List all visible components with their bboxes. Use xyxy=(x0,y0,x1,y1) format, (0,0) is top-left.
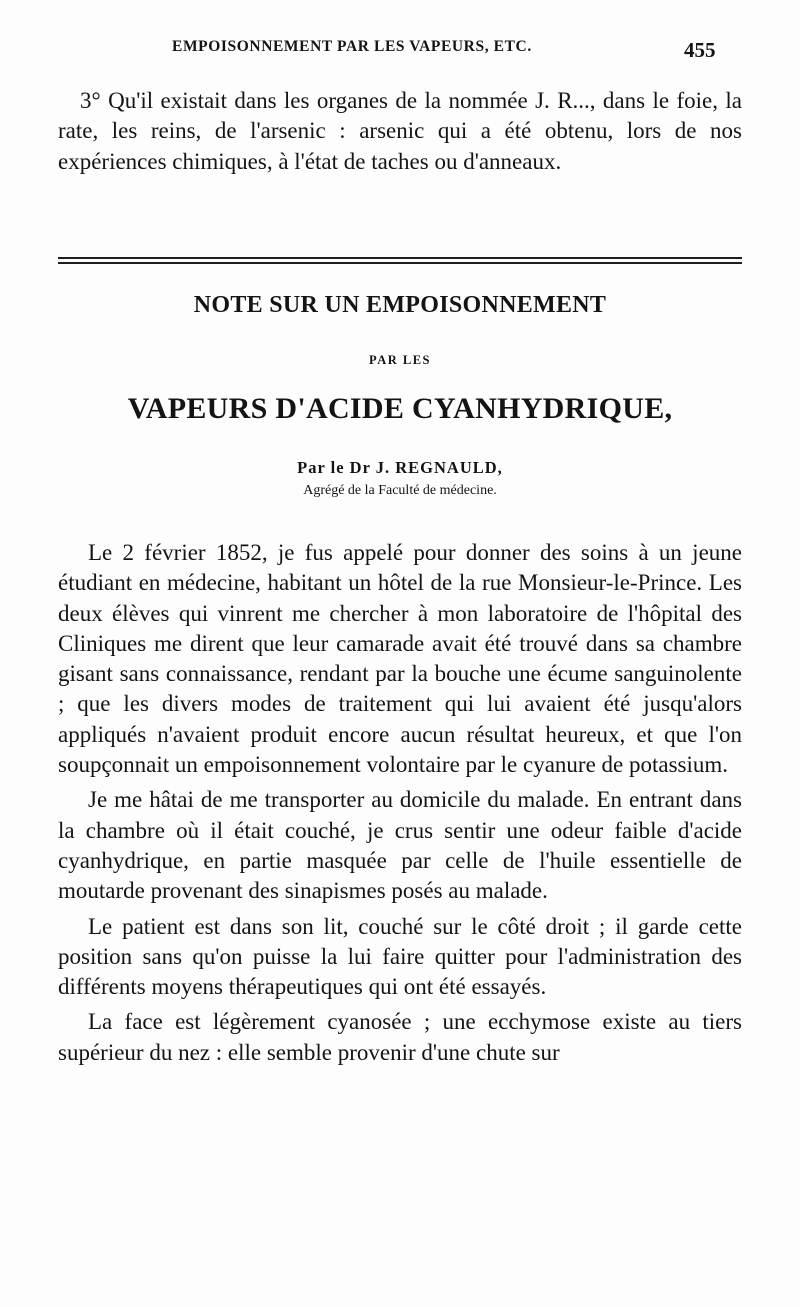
article-title-line-1: NOTE SUR UN EMPOISONNEMENT xyxy=(193,292,607,318)
body-paragraph: La face est légèrement cyanosée ; une ecchymose existe au tiers supérieur du nez : elle semble provenir d'une chute sur xyxy=(58,1009,742,1065)
article-title-line-2: VAPEURS D'ACIDE CYANHYDRIQUE, xyxy=(127,392,673,425)
continued-text xyxy=(58,86,742,177)
divider-rule-top xyxy=(58,257,742,259)
section-divider xyxy=(58,257,742,264)
continued-paragraph: 3° Qu'il existait dans les organes de la nommée J. R..., dans le foie, la rate, les reins, de l'arsenic : arsenic qui a été obtenu, lors de nos expériences chimiques, à l'état de taches ou d'anneaux. xyxy=(58,88,742,174)
body-paragraph: Je me hâtai de me transporter au domicile du malade. En entrant dans la chambre où il était couché, je crus sentir une odeur faible d'acide cyanhydrique, en partie masquée par celle de l'huile essentielle de moutarde provenant des sinapismes posés au malade. xyxy=(58,787,742,904)
page-number: 455 xyxy=(684,38,716,62)
body-paragraph: Le 2 février 1852, je fus appelé pour donner des soins à un jeune étudiant en médecine, habitant un hôtel de la rue Monsieur-le-Prince. Les deux élèves qui vinrent me chercher à mon laboratoire de l'hôpital des Cliniques me dirent que leur camarade avait été trouvé dans sa chambre gisant sans connaissance, rendant par la bouche une écume sanguinolente ; que les divers modes de traitement qui lui avaient été jusqu'alors appliqués n'avaient produit encore aucun résultat heureux, et que l'on soupçonnait un empoisonnement volontaire par le cyanure de potassium. xyxy=(58,540,742,778)
article-author: Par le Dr J. REGNAULD, xyxy=(297,458,503,477)
article-title-connector: PAR LES xyxy=(368,353,431,367)
body-paragraph: Le patient est dans son lit, couché sur le côté droit ; il garde cette position sans qu'on puisse la lui faire quitter pour l'administration des différents moyens thérapeutiques qui ont été essayés. xyxy=(58,913,742,1000)
author-affiliation: Agrégé de la Faculté de médecine. xyxy=(303,483,497,498)
divider-rule-bottom xyxy=(58,262,742,264)
article-body xyxy=(58,538,742,1073)
running-head: EMPOISONNEMENT PAR LES VAPEURS, ETC. xyxy=(172,38,532,55)
